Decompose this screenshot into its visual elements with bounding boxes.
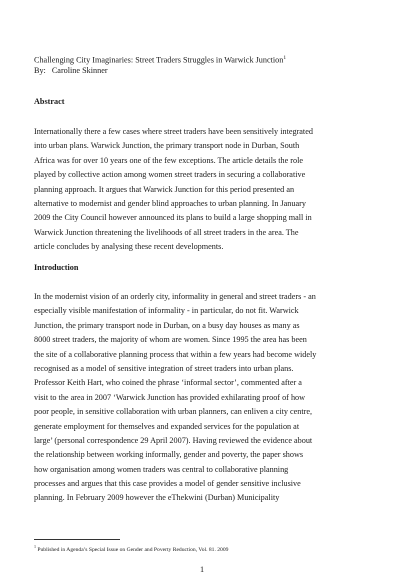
introduction-line: 8000 street traders, the majority of whom are women. Since 1995 the area has been [34,335,307,345]
abstract-line: Africa was for over 10 years one of the few exceptions. The article details the role [34,155,304,165]
abstract-line: alternative to modernist and gender blind approaches to urban planning. In January [34,198,306,208]
introduction-line: large’ (personal correspondence 29 April 2007). Having reviewed the evidence about [34,435,313,445]
abstract-line: Internationally there a few cases where street traders have been sensitively integrated [34,127,313,136]
footnote-text: Published in Agenda’s Special Issue on Gender and Poverty Reduction, Vol. 81. 2009 [36,546,229,553]
footnote [34,543,228,554]
author-line [34,65,108,77]
footnote-marker: 1 [34,544,36,549]
abstract-line: into urban plans. Warwick Junction, the primary transport node in Durban, South [34,141,300,151]
introduction-line: visit to the area in 2007 ‘Warwick Junction has provided exhilarating proof of how [34,392,306,402]
introduction-line: In the modernist vision of an orderly city, informality in general and street traders - an [34,292,316,301]
introduction-line: poor people, in sensitive collaboration with urban planners, can enliven a city centre, [34,407,313,417]
document-title-text: Challenging City Imaginaries: Street Traders Struggles in Warwick Junction [34,55,284,65]
introduction-paragraph [34,290,384,506]
abstract-line: article concludes by analysing these recent developments. [34,242,224,252]
abstract-line: planning approach. It argues that Warwick Junction for this period presented an [34,184,295,194]
title-footnote-marker[interactable]: 1 [283,55,287,61]
introduction-line: Junction, the primary transport node in Durban, on a busy day houses as many as [34,320,300,330]
abstract-heading: Abstract [34,97,65,106]
introduction-heading: Introduction [34,263,79,272]
abstract-line: played by collective action among women street traders in securing a collaborative [34,170,306,180]
footnote-divider [34,539,120,540]
page-number: 1 [200,565,205,574]
introduction-line: Professor Keith Hart, who coined the phrase ‘informal sector’, commented after a [34,378,302,388]
introduction-line: the site of a collaborative planning process that within a few years had become widely [34,349,317,359]
introduction-line: recognised as a model of sensitive integration of street traders into urban plans. [34,363,294,373]
abstract-paragraph [34,125,384,255]
introduction-line: processes and argues that this case provides a model of gender sensitive inclusive [34,479,301,489]
introduction-line: the relationship between working informally, gender and poverty, the paper shows [34,450,304,460]
introduction-line: generate employment for themselves and expanded services for the population at [34,421,300,431]
introduction-line: especially visible manifestation of informality - in particular, do not fit. Warwick [34,306,299,316]
abstract-line: 2009 the City Council however announced its plans to build a large shopping mall in [34,213,312,223]
author-label: By: [34,66,46,75]
abstract-line: Warwick Junction threatening the livelihoods of all street traders in the area. The [34,227,299,237]
introduction-line: planning. In February 2009 however the eThekwini (Durban) Municipality [34,493,280,503]
author-name: Caroline Skinner [51,66,108,75]
introduction-line: how organisation among women traders was central to collaborative planning [34,464,289,474]
